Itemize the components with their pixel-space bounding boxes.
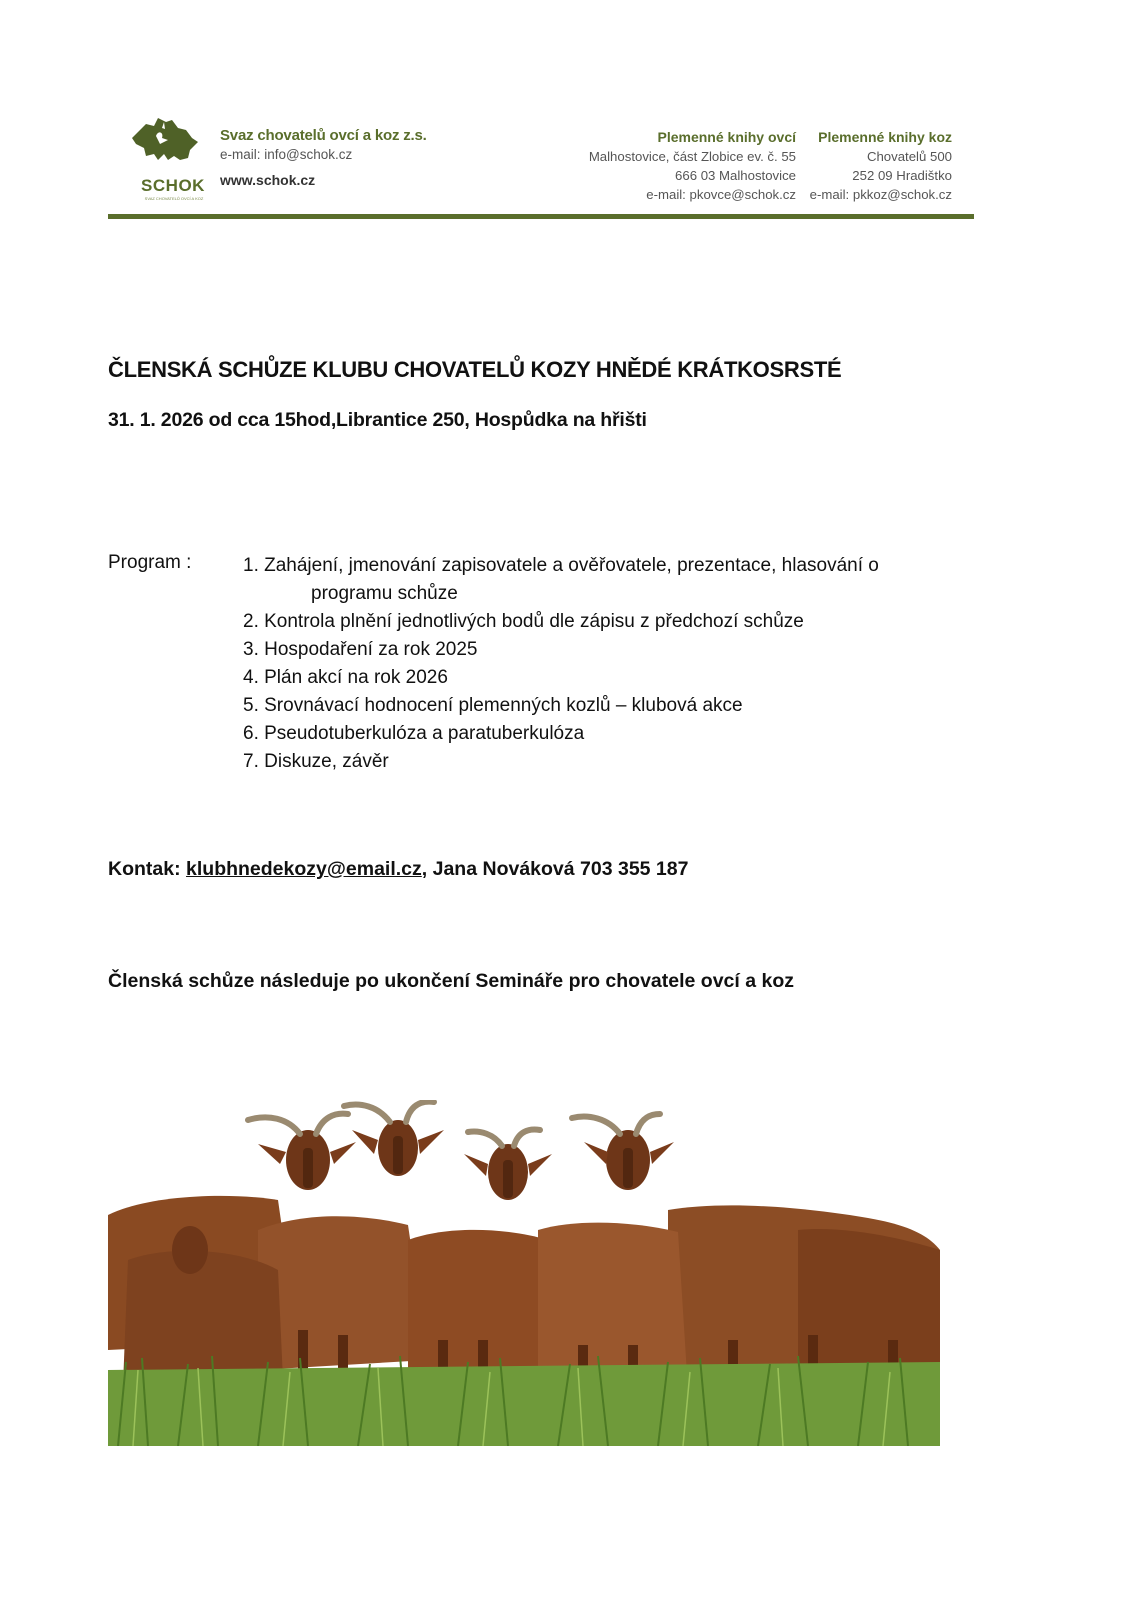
contact-email-link[interactable]: klubhnedekozy@email.cz [186, 858, 422, 880]
herdbook-goats-email: e-mail: pkkoz@schok.cz [809, 187, 952, 202]
letterhead-divider [108, 214, 974, 219]
program-label: Program : [108, 552, 192, 573]
program-item: 6. Pseudotuberkulóza a paratuberkulóza [243, 723, 585, 744]
herdbook-sheep-title: Plemenné knihy ovcí [657, 129, 796, 145]
herdbook-sheep-postcode: 666 03 Malhostovice [675, 168, 796, 183]
logo-tagline: SVAZ CHOVATELŮ OVCÍ A KOZ [144, 196, 204, 201]
program-list [243, 552, 973, 776]
organization-info [220, 126, 427, 192]
herdbook-goats-address: Chovatelů 500 [866, 149, 952, 164]
letterhead [108, 112, 974, 220]
herdbook-goats [810, 128, 952, 204]
program-item: 3. Hospodaření za rok 2025 [243, 639, 478, 660]
goats-photo [108, 1100, 940, 1446]
program-item [243, 552, 973, 608]
logo-wordmark: SCHOK [141, 176, 205, 195]
schok-logo [128, 114, 205, 204]
organization-email: e-mail: info@schok.cz [220, 147, 353, 162]
herdbook-goats-title: Plemenné knihy koz [818, 129, 952, 145]
contact-person: , Jana Nováková 703 355 187 [421, 858, 689, 880]
program-item-continuation: programu schůze [311, 583, 458, 604]
program-item-text: 1. Zahájení, jmenování zapisovatele a ověřovatele, prezentace, hlasování o [243, 555, 879, 576]
program-item: 5. Srovnávací hodnocení plemenných kozlů – klubová akce [243, 695, 743, 716]
document-title: ČLENSKÁ SCHŮZE KLUBU CHOVATELŮ KOZY HNĚDÉ KRÁTKOSRSTÉ [108, 357, 842, 382]
meeting-date-place: 31. 1. 2026 od cca 15hod,Librantice 250, Hospůdka na hřišti [108, 409, 647, 431]
program-item: 4. Plán akcí na rok 2026 [243, 667, 448, 688]
program-item: 7. Diskuze, závěr [243, 751, 389, 772]
herdbook-sheep [589, 128, 796, 204]
herdbook-sheep-address: Malhostovice, část Zlobice ev. č. 55 [588, 149, 796, 164]
contact-label: Kontak: [108, 858, 181, 880]
goat-herd-illustration [108, 1100, 940, 1446]
organization-website[interactable]: www.schok.cz [220, 172, 316, 188]
czech-map-icon [128, 114, 200, 178]
herdbook-sheep-email: e-mail: pkovce@schok.cz [646, 187, 796, 202]
herdbook-goats-postcode: 252 09 Hradištko [852, 168, 952, 183]
contact-line [108, 858, 688, 881]
program-item: 2. Kontrola plnění jednotlivých bodů dle zápisu z předchozí schůze [243, 611, 804, 632]
meeting-note: Členská schůze následuje po ukončení Semináře pro chovatele ovcí a koz [108, 970, 794, 992]
organization-name: Svaz chovatelů ovcí a koz z.s. [220, 127, 427, 144]
